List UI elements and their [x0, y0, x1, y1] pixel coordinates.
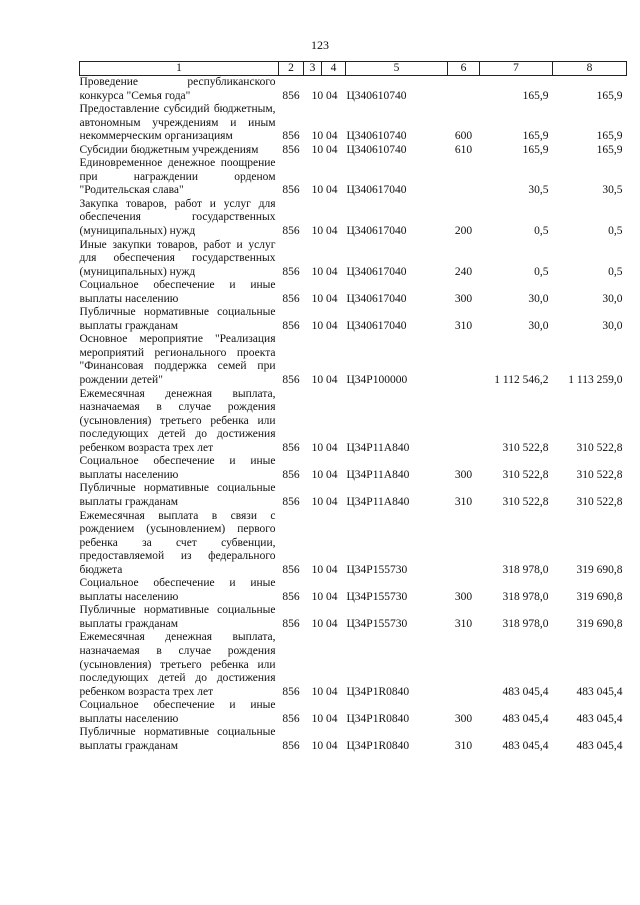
expense-type-code: 610	[454, 143, 473, 156]
target-article-code: Ц340617040	[346, 225, 407, 238]
target-article-code: Ц340617040	[346, 292, 407, 305]
ministry-code: 856	[282, 130, 300, 143]
ministry-code: 856	[282, 468, 300, 481]
expense-type-code: 240	[454, 265, 473, 278]
amount-year-1: 483 045,4	[502, 685, 549, 698]
target-article-code: Ц34Р100000	[346, 374, 408, 387]
ministry-code: 856	[282, 143, 300, 156]
item-name: Субсидии бюджетным учреждениям	[79, 143, 259, 156]
expense-type-code: 200	[454, 225, 473, 238]
target-article-code: Ц34Р1R0840	[346, 685, 410, 698]
amount-year-1: 1 112 546,2	[494, 374, 549, 387]
expense-type-code: 300	[454, 292, 473, 305]
item-name: Ежемесячная денежная выплата, назначаемая в случае рождения (усыновления) третьего ребенка или последующих детей до достижения ребенком возраста трех лет	[79, 387, 276, 454]
amount-year-1: 165,9	[522, 130, 549, 143]
expense-type-code	[448, 510, 480, 578]
ministry-code: 856	[282, 712, 300, 725]
section-code: 10 04	[311, 441, 338, 454]
item-name: Ежемесячная выплата в связи с рождением (усыновлением) первого ребенка за счет субвенции, предоставляемой из федерального бюджета	[79, 509, 276, 576]
expense-type-code	[448, 333, 480, 387]
table-row	[80, 455, 627, 482]
ministry-code: 856	[282, 617, 300, 630]
expense-type-code	[448, 157, 480, 198]
target-article-code: Ц34Р1R0840	[346, 739, 410, 752]
table-row	[80, 198, 627, 239]
amount-year-1: 0,5	[534, 225, 549, 238]
amount-year-1: 310 522,8	[502, 441, 549, 454]
amount-year-2: 165,9	[596, 130, 623, 143]
amount-year-2: 30,0	[602, 319, 623, 332]
amount-year-2: 319 690,8	[576, 617, 623, 630]
section-code: 10 04	[311, 374, 338, 387]
table-row	[80, 76, 627, 104]
section-code: 10 04	[311, 617, 338, 630]
amount-year-2: 30,0	[602, 292, 623, 305]
target-article-code: Ц340610740	[346, 89, 407, 102]
section-code: 10 04	[311, 495, 338, 508]
target-article-code: Ц34Р155730	[346, 563, 408, 576]
amount-year-1: 165,9	[522, 143, 549, 156]
target-article-code: Ц34Р155730	[346, 617, 408, 630]
section-code: 10 04	[311, 468, 338, 481]
expense-type-code: 310	[454, 319, 473, 332]
amount-year-2: 319 690,8	[576, 590, 623, 603]
item-name: Социальное обеспечение и иные выплаты населению	[79, 699, 276, 725]
expense-type-code	[448, 388, 480, 456]
amount-year-2: 0,5	[608, 225, 623, 238]
item-name: Закупка товаров, работ и услуг для обеспечения государственных (муниципальных) нужд	[79, 197, 276, 238]
amount-year-1: 30,0	[528, 292, 549, 305]
expense-type-code: 600	[454, 130, 473, 143]
ministry-code: 856	[282, 184, 300, 197]
target-article-code: Ц340617040	[346, 319, 407, 332]
ministry-code: 856	[282, 590, 300, 603]
amount-year-2: 310 522,8	[576, 468, 623, 481]
expense-type-code: 310	[454, 617, 473, 630]
budget-table	[79, 61, 627, 753]
target-article-code: Ц34Р1R0840	[346, 712, 410, 725]
amount-year-2: 30,5	[602, 184, 623, 197]
table-header-row	[80, 62, 627, 76]
table-row	[80, 631, 627, 699]
amount-year-2: 483 045,4	[576, 685, 623, 698]
target-article-code: Ц340617040	[346, 265, 407, 278]
expense-type-code: 310	[454, 495, 473, 508]
amount-year-1: 318 978,0	[502, 617, 549, 630]
item-name: Единовременное денежное поощрение при награждении орденом "Родительская слава"	[79, 157, 276, 197]
target-article-code: Ц34Р11А840	[346, 468, 410, 481]
table-row	[80, 388, 627, 456]
section-code: 10 04	[311, 225, 338, 238]
item-name: Предоставление субсидий бюджетным, автономным учреждениям и иным некоммерческим организациям	[79, 103, 276, 143]
section-code: 10 04	[311, 712, 338, 725]
ministry-code: 856	[282, 495, 300, 508]
target-article-code: Ц340610740	[346, 130, 407, 143]
header-cell-2: 2	[279, 62, 304, 76]
table-row	[80, 482, 627, 509]
page-number: 123	[311, 38, 329, 52]
amount-year-2: 483 045,4	[576, 739, 623, 752]
amount-year-1: 318 978,0	[502, 590, 549, 603]
amount-year-2: 319 690,8	[576, 563, 623, 576]
expense-type-code: 300	[454, 712, 473, 725]
target-article-code: Ц340610740	[346, 143, 407, 156]
section-code: 10 04	[311, 89, 338, 102]
section-code: 10 04	[311, 184, 338, 197]
header-cell-8: 8	[553, 62, 627, 76]
table-row	[80, 306, 627, 333]
table-row	[80, 726, 627, 753]
header-cell-3: 3	[304, 62, 322, 76]
table-row	[80, 699, 627, 726]
table-row	[80, 157, 627, 198]
amount-year-2: 310 522,8	[576, 495, 623, 508]
amount-year-1: 310 522,8	[502, 495, 549, 508]
amount-year-1: 483 045,4	[502, 712, 549, 725]
section-code: 10 04	[311, 590, 338, 603]
item-name: Социальное обеспечение и иные выплаты населению	[79, 279, 276, 305]
amount-year-2: 483 045,4	[576, 712, 623, 725]
ministry-code: 856	[282, 739, 300, 752]
item-name: Публичные нормативные социальные выплаты гражданам	[79, 726, 276, 752]
table-row	[80, 144, 627, 158]
table-row	[80, 103, 627, 144]
section-code: 10 04	[311, 265, 338, 278]
expense-type-code: 300	[454, 468, 473, 481]
section-code: 10 04	[311, 563, 338, 576]
amount-year-2: 165,9	[596, 143, 623, 156]
section-code: 10 04	[311, 685, 338, 698]
table-row	[80, 239, 627, 280]
header-cell-4: 4	[322, 62, 346, 76]
amount-year-1: 318 978,0	[502, 563, 549, 576]
item-name: Ежемесячная денежная выплата, назначаемая в случае рождения (усыновления) третьего ребенка или последующих детей до достижения ребенком возраста трех лет	[79, 631, 276, 698]
amount-year-2: 310 522,8	[576, 441, 623, 454]
item-name: Публичные нормативные социальные выплаты гражданам	[79, 482, 276, 508]
expense-type-code	[448, 631, 480, 699]
ministry-code: 856	[282, 319, 300, 332]
item-name: Проведение республиканского конкурса "Семья года"	[79, 76, 276, 102]
item-name: Социальное обеспечение и иные выплаты населению	[79, 455, 276, 481]
header-cell-7: 7	[480, 62, 553, 76]
target-article-code: Ц340617040	[346, 184, 407, 197]
table-row	[80, 604, 627, 631]
expense-type-code	[448, 76, 480, 104]
target-article-code: Ц34Р155730	[346, 590, 408, 603]
item-name: Публичные нормативные социальные выплаты гражданам	[79, 306, 276, 332]
item-name: Социальное обеспечение и иные выплаты населению	[79, 577, 276, 603]
amount-year-1: 310 522,8	[502, 468, 549, 481]
expense-type-code: 310	[454, 739, 473, 752]
section-code: 10 04	[311, 739, 338, 752]
ministry-code: 856	[282, 89, 300, 102]
table-row	[80, 577, 627, 604]
amount-year-1: 165,9	[522, 89, 549, 102]
ministry-code: 856	[282, 292, 300, 305]
ministry-code: 856	[282, 685, 300, 698]
ministry-code: 856	[282, 225, 300, 238]
ministry-code: 856	[282, 441, 300, 454]
header-cell-6: 6	[448, 62, 480, 76]
ministry-code: 856	[282, 265, 300, 278]
table-row	[80, 510, 627, 578]
amount-year-1: 30,0	[528, 319, 549, 332]
ministry-code: 856	[282, 374, 300, 387]
item-name: Основное мероприятие "Реализация мероприятий регионального проекта "Финансовая поддержка семей при рождении детей"	[79, 333, 276, 387]
table-row	[80, 279, 627, 306]
amount-year-1: 483 045,4	[502, 739, 549, 752]
section-code: 10 04	[311, 319, 338, 332]
amount-year-2: 0,5	[608, 265, 623, 278]
ministry-code: 856	[282, 563, 300, 576]
section-code: 10 04	[311, 292, 338, 305]
amount-year-1: 30,5	[528, 184, 549, 197]
header-cell-5: 5	[346, 62, 448, 76]
item-name: Публичные нормативные социальные выплаты гражданам	[79, 604, 276, 630]
target-article-code: Ц34Р11А840	[346, 495, 410, 508]
amount-year-1: 0,5	[534, 265, 549, 278]
table-body	[80, 76, 627, 754]
section-code: 10 04	[311, 130, 338, 143]
table-row	[80, 333, 627, 387]
target-article-code: Ц34Р11А840	[346, 441, 410, 454]
expense-type-code: 300	[454, 590, 473, 603]
item-name: Иные закупки товаров, работ и услуг для обеспечения государственных (муниципальных) нужд	[79, 238, 276, 278]
section-code: 10 04	[311, 143, 338, 156]
header-cell-1: 1	[80, 62, 279, 76]
amount-year-2: 165,9	[596, 89, 623, 102]
amount-year-2: 1 113 259,0	[568, 374, 623, 387]
